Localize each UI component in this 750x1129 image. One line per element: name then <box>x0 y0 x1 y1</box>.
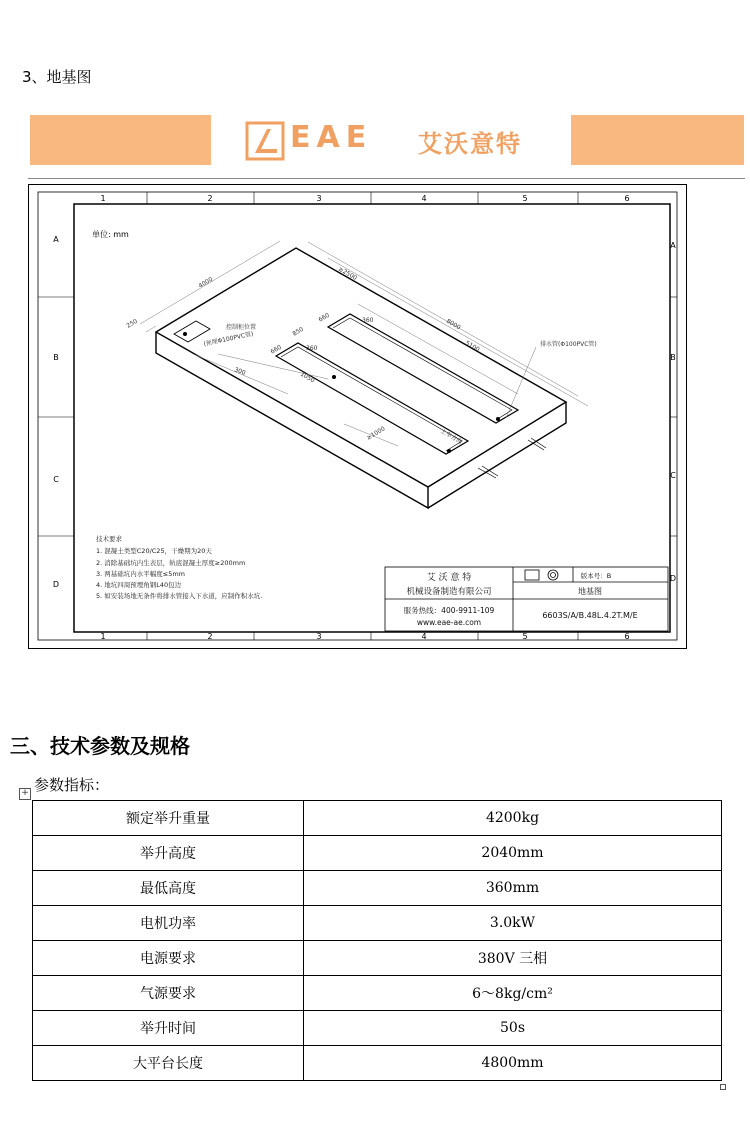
param-value: 380V 三相 <box>304 941 722 976</box>
table-row <box>33 906 722 941</box>
logo-en: EAE <box>290 120 373 155</box>
params-table <box>32 800 722 1081</box>
unit-label: 单位: mm <box>92 230 129 239</box>
table-row <box>33 1046 722 1081</box>
dim-1000: ≥1000 <box>365 425 387 442</box>
dim-300: 300 <box>233 366 247 377</box>
param-key: 举升时间 <box>33 1011 304 1046</box>
tech-item: 3. 两基础坑内水平幅度≤5mm <box>96 570 186 578</box>
row-label: A <box>53 235 59 244</box>
table-row <box>33 1011 722 1046</box>
tech-title: 技术要求 <box>96 535 122 543</box>
dim-660: 660 <box>269 343 283 356</box>
dim-2500: ≥2500 <box>337 265 359 282</box>
note-pvc: (预埋Φ100PVC管) <box>202 330 255 348</box>
foundation-drawing <box>28 184 688 650</box>
dim-4000: 4000 <box>197 275 215 290</box>
col-label: 4 <box>421 632 427 641</box>
col-label: 5 <box>522 632 528 641</box>
tech-item: 2. 消除基础坑内生表层，轨底混凝土厚度≥200mm <box>96 559 246 567</box>
company-short: 艾 沃 意 特 <box>426 573 472 583</box>
col-label: 6 <box>624 632 630 641</box>
table-move-handle-icon[interactable]: + <box>19 788 31 800</box>
note-control-box: 控制柜位置 <box>226 324 257 331</box>
param-key: 电源要求 <box>33 941 304 976</box>
row-label: B <box>670 353 676 362</box>
eae-logo-icon <box>245 121 285 161</box>
dim-360: 360 <box>306 345 318 352</box>
param-key: 额定举升重量 <box>33 801 304 836</box>
row-label: C <box>53 475 59 484</box>
param-key: 最低高度 <box>33 871 304 906</box>
row-label: C <box>670 471 676 480</box>
col-label: 3 <box>316 632 322 641</box>
banner-right-bar <box>571 115 744 165</box>
col-label: 2 <box>207 194 213 203</box>
table-row <box>33 801 722 836</box>
col-label: 4 <box>421 194 427 203</box>
param-value: 3.0kW <box>304 906 722 941</box>
param-key: 气源要求 <box>33 976 304 1011</box>
tech-item: 5. 如安装场地无条件将排水管接入下水道，应制作积水坑. <box>96 592 263 600</box>
dim-660: 660 <box>317 311 331 324</box>
table-row <box>33 976 722 1011</box>
dim-8000: 8000 <box>445 317 462 332</box>
table-row <box>33 941 722 976</box>
col-label: 3 <box>316 194 322 203</box>
banner-left-bar <box>30 115 211 165</box>
dim-850: 850 <box>291 325 305 338</box>
row-label: D <box>669 574 677 583</box>
row-label: D <box>52 580 60 589</box>
row-label: A <box>670 241 676 250</box>
tech-item: 4. 地坑四周预埋角钢L40包边 <box>96 581 182 589</box>
dim-1050: 1050 <box>299 370 316 385</box>
hotline: 服务热线：400-9911-109 <box>403 606 495 615</box>
website: www.eae-ae.com <box>416 618 482 627</box>
param-value: 4800mm <box>304 1046 722 1081</box>
version: 版本号：B <box>580 572 612 580</box>
drawing-number: 6603S/A/B.48L.4.2T.M/E <box>542 611 638 620</box>
col-label: 6 <box>624 194 630 203</box>
table-row <box>33 836 722 871</box>
divider <box>28 178 745 179</box>
logo-cn: 艾沃意特 <box>418 130 522 158</box>
table-resize-handle[interactable] <box>720 1084 726 1090</box>
drawing-name: 地基图 <box>578 587 602 596</box>
company-full: 机械设备制造有限公司 <box>406 587 492 597</box>
param-key: 电机功率 <box>33 906 304 941</box>
col-label: 1 <box>100 632 106 641</box>
dim-360: 360 <box>362 317 374 324</box>
section-heading: 三、技术参数及规格 <box>10 734 190 758</box>
row-label: B <box>53 353 59 362</box>
note-drain: 排水管(Φ100PVC管) <box>540 341 597 348</box>
dim-250: 250 <box>125 317 139 330</box>
param-key: 大平台长度 <box>33 1046 304 1081</box>
col-label: 2 <box>207 632 213 641</box>
col-label: 1 <box>100 194 106 203</box>
param-value: 360mm <box>304 871 722 906</box>
param-value: 50s <box>304 1011 722 1046</box>
note-up-direction: 上车方向 <box>439 427 464 446</box>
section-3-title: 3、地基图 <box>22 68 92 86</box>
param-label: 参数指标： <box>34 776 110 794</box>
param-value: 4200kg <box>304 801 722 836</box>
dim-5100: 5100 <box>464 339 481 354</box>
param-value: 6～8kg/cm² <box>304 976 722 1011</box>
param-key: 举升高度 <box>33 836 304 871</box>
tech-item: 1. 混凝土类型C20/C25，干燥期为20天 <box>96 547 212 555</box>
col-label: 5 <box>522 194 528 203</box>
param-value: 2040mm <box>304 836 722 871</box>
table-row <box>33 871 722 906</box>
